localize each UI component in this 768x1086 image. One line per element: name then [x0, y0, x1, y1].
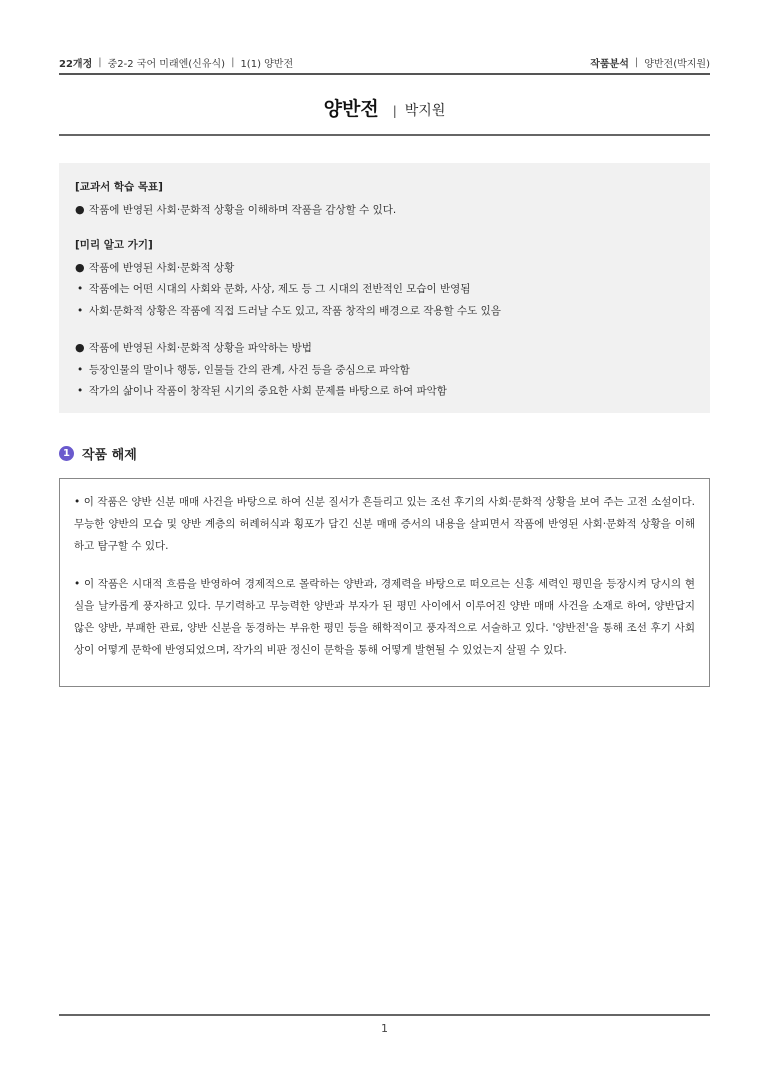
title-divider	[59, 134, 710, 136]
section-label: 작품분석	[590, 58, 629, 70]
bullet-item: • 작품에는 어떤 시대의 사회와 문화, 사상, 제도 등 그 시대의 전반적인 모습이 반영됨	[77, 283, 471, 295]
header-divider	[59, 73, 710, 75]
bullet-item: • 사회·문화적 상황은 작품에 직접 드러날 수도 있고, 작품 창작의 배경으로 작용할 수도 있음	[77, 304, 501, 317]
page-title	[59, 94, 710, 124]
title-separator: |	[392, 104, 397, 118]
edition-label: 22개정	[59, 58, 93, 70]
goals-heading: [교과서 학습 목표]	[75, 181, 163, 193]
analysis-box	[59, 478, 710, 687]
section-title: 작품 해제	[82, 447, 137, 463]
prereq-heading: [미리 알고 가기]	[75, 239, 153, 251]
group-title: ● 작품에 반영된 사회·문화적 상황	[75, 260, 235, 274]
group-title: ● 작품에 반영된 사회·문화적 상황을 파악하는 방법	[75, 341, 312, 354]
goal-item: ● 작품에 반영된 사회·문화적 상황을 이해하며 작품을 감상할 수 있다.	[75, 202, 397, 216]
header-left: 22개정 | 중2-2 국어 미래엔(신유식) | 1(1) 양반전	[59, 56, 294, 70]
analysis-paragraph: • 이 작품은 시대적 흐름을 반영하여 경제적으로 몰락하는 양반과, 경제력을 바탕으로 떠오르는 신흥 세력인 평민을 등장시켜 당시의 현실을 날카롭게 풍자하고 있다. 무기력하고 무능력한 양반과 부자가 된 평민 사이에서 이루어진 양반 매매 사건을 소재로 하여, 양반답지 않은 양반, 부패한 관료, 양반 신분을 동경하는 부유한 평민 등을 해학적이고 풍자적으로 서술하고 있다. '양반전'을 통해 조선 후기 사회상이 어떻게 문학에 반영되었으며, 작가의 비판 정신이 문학을 통해 어떻게 발현될 수 있었는지 살필 수 있다.	[74, 578, 695, 656]
bullet-item: • 등장인물의 말이나 행동, 인물들 간의 관계, 사건 등을 중심으로 파악함	[77, 363, 410, 376]
unit-label: 1(1) 양반전	[240, 58, 294, 70]
learning-goals-box	[59, 163, 710, 413]
bullet-item: • 작가의 삶이나 작품이 창작된 시기의 중요한 사회 문제를 바탕으로 하여 파악함	[77, 385, 447, 397]
page-header	[59, 52, 710, 72]
title-author: 박지원	[404, 103, 446, 119]
analysis-paragraph: • 이 작품은 양반 신분 매매 사건을 바탕으로 하여 신분 질서가 흔들리고 있는 조선 후기의 사회·문화적 상황을 보여 주는 고전 소설이다. 무능한 양반의 모습 및 양반 계층의 허례허식과 횡포가 담긴 신분 매매 증서의 내용을 살피면서 작품에 반영된 사회·문화적 상황을 이해하고 탐구할 수 있다.	[74, 496, 695, 552]
footer-divider	[59, 1014, 710, 1016]
work-label: 양반전(박지원)	[644, 58, 710, 70]
course-label: 중2-2 국어 미래엔(신유식)	[107, 58, 226, 70]
section-number-badge: 1	[59, 446, 74, 461]
page-number: 1	[381, 1022, 388, 1035]
title-main: 양반전	[323, 98, 379, 120]
header-right: 작품분석 | 양반전(박지원)	[590, 56, 710, 70]
section-heading	[59, 443, 137, 463]
